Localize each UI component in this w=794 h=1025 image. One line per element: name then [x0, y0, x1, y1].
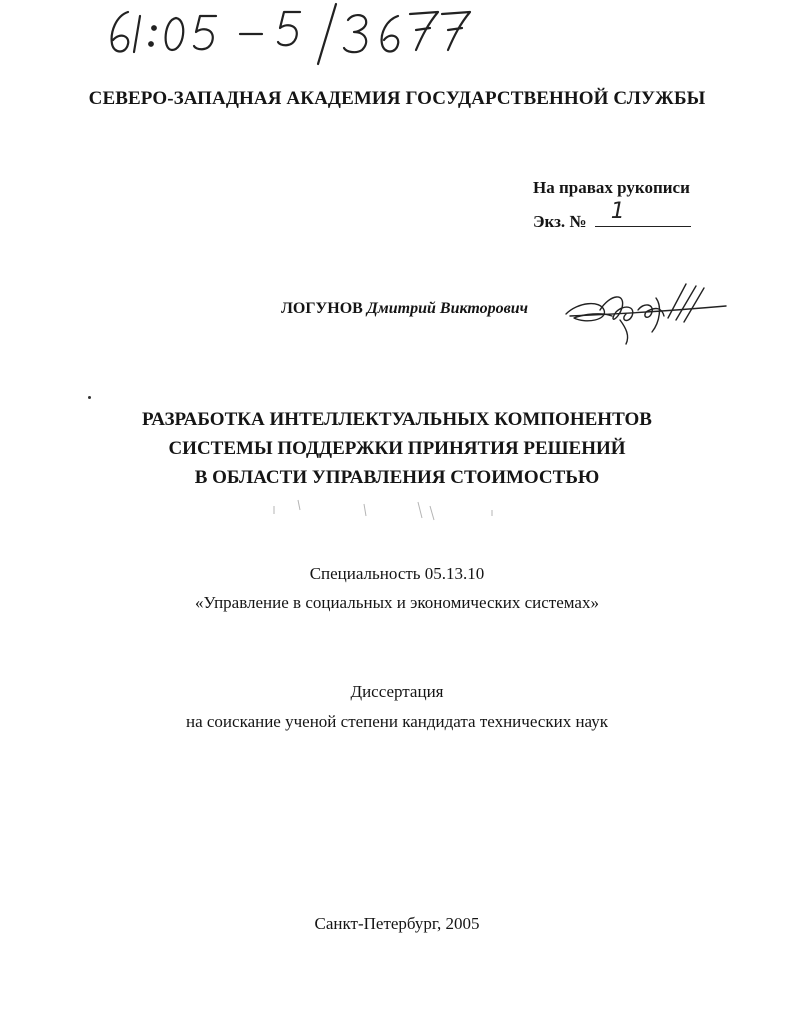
- specialty-code: Специальность 05.13.10: [309, 564, 485, 583]
- author-name: [281, 300, 528, 318]
- specialty-block: [0, 559, 794, 617]
- copy-number-row: [533, 199, 691, 232]
- author-given-names: Дмитрий Викторович: [366, 300, 529, 317]
- academy-name: СЕВЕРО-ЗАПАДНАЯ АКАДЕМИЯ ГОСУДАРСТВЕННОЙ СЛУЖБЫ: [88, 88, 706, 109]
- manuscript-rights-label: На правах рукописи: [533, 178, 690, 197]
- copy-number-line: [595, 199, 691, 227]
- dissertation-title: [0, 405, 794, 492]
- dissertation-degree: на соискание ученой степени кандидата технических наук: [185, 712, 608, 731]
- bleed-through-marks: [270, 496, 500, 524]
- title-line-3: В ОБЛАСТИ УПРАВЛЕНИЯ СТОИМОСТЬЮ: [194, 467, 600, 488]
- handwritten-archive-code: [104, 2, 484, 66]
- author-signature: [560, 280, 730, 346]
- stray-mark: [88, 396, 91, 399]
- copy-number: 1: [610, 199, 625, 224]
- title-line-1: РАЗРАБОТКА ИНТЕЛЛЕКТУАЛЬНЫХ КОМПОНЕНТОВ: [142, 409, 652, 430]
- city-year: Санкт-Петербург, 2005: [314, 914, 480, 933]
- title-line-2: СИСТЕМЫ ПОДДЕРЖКИ ПРИНЯТИЯ РЕШЕНИЙ: [168, 438, 626, 459]
- specialty-name: «Управление в социальных и экономических системах»: [195, 593, 599, 612]
- dissertation-type: Диссертация: [350, 682, 444, 701]
- copy-label: Экз. №: [533, 212, 587, 231]
- dissertation-block: [0, 677, 794, 737]
- author-surname: ЛОГУНОВ: [281, 300, 363, 317]
